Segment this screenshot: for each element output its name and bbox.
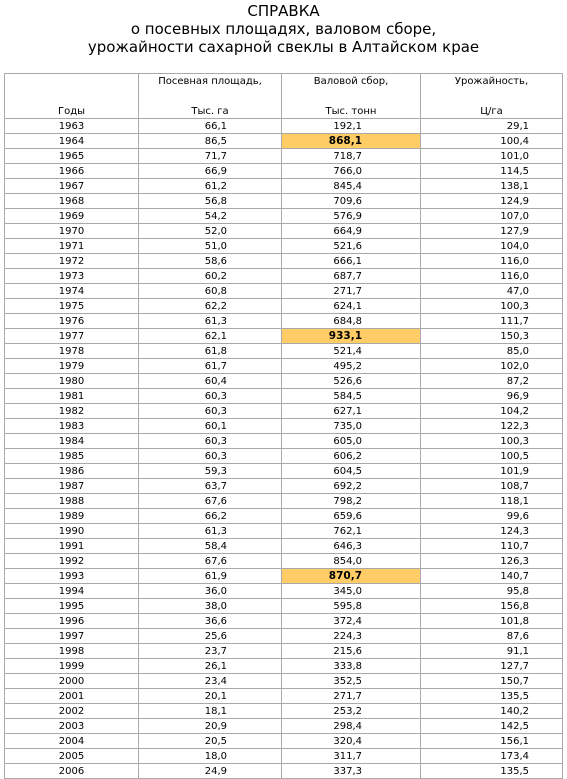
table-row — [5, 299, 563, 314]
cell-yield: 150,7 — [421, 674, 563, 689]
cell-area: 61,8 — [139, 344, 282, 359]
title-line-2: о посевных площадях, валовом сборе, — [130, 20, 437, 38]
table-row — [5, 284, 563, 299]
header-years — [5, 74, 139, 119]
table-row — [5, 719, 563, 734]
table-body — [5, 119, 563, 779]
cell-year: 1993 — [5, 569, 139, 584]
cell-year: 1992 — [5, 554, 139, 569]
cell-area: 60,3 — [139, 389, 282, 404]
cell-gross: 854,0 — [282, 554, 421, 569]
cell-yield: 116,0 — [421, 269, 563, 284]
header-yield — [421, 74, 563, 119]
cell-gross: 870,7 — [282, 569, 421, 584]
cell-year: 1998 — [5, 644, 139, 659]
cell-year: 1972 — [5, 254, 139, 269]
table-row — [5, 659, 563, 674]
cell-yield: 111,7 — [421, 314, 563, 329]
cell-area: 61,9 — [139, 569, 282, 584]
cell-gross: 659,6 — [282, 509, 421, 524]
cell-gross: 735,0 — [282, 419, 421, 434]
cell-area: 18,1 — [139, 704, 282, 719]
cell-yield: 100,3 — [421, 434, 563, 449]
header-yield-label: Урожайность, — [454, 76, 529, 87]
cell-gross: 845,4 — [282, 179, 421, 194]
cell-area: 60,3 — [139, 434, 282, 449]
cell-gross: 766,0 — [282, 164, 421, 179]
cell-year: 2001 — [5, 689, 139, 704]
cell-area: 20,5 — [139, 734, 282, 749]
cell-gross: 271,7 — [282, 284, 421, 299]
cell-yield: 138,1 — [421, 179, 563, 194]
cell-year: 1996 — [5, 614, 139, 629]
cell-yield: 116,0 — [421, 254, 563, 269]
cell-year: 1988 — [5, 494, 139, 509]
cell-yield: 124,9 — [421, 194, 563, 209]
cell-area: 18,0 — [139, 749, 282, 764]
cell-gross: 521,6 — [282, 239, 421, 254]
table-row — [5, 269, 563, 284]
cell-gross: 868,1 — [282, 134, 421, 149]
cell-gross: 718,7 — [282, 149, 421, 164]
title-line-1: СПРАВКА — [247, 2, 320, 20]
cell-area: 66,2 — [139, 509, 282, 524]
table-row — [5, 374, 563, 389]
cell-gross: 320,4 — [282, 734, 421, 749]
cell-yield: 127,9 — [421, 224, 563, 239]
cell-gross: 526,6 — [282, 374, 421, 389]
cell-year: 1971 — [5, 239, 139, 254]
cell-year: 1989 — [5, 509, 139, 524]
cell-yield: 87,2 — [421, 374, 563, 389]
cell-area: 56,8 — [139, 194, 282, 209]
cell-area: 62,2 — [139, 299, 282, 314]
document-title — [0, 0, 567, 70]
table-row — [5, 524, 563, 539]
cell-year: 1990 — [5, 524, 139, 539]
cell-yield: 99,6 — [421, 509, 563, 524]
cell-yield: 124,3 — [421, 524, 563, 539]
cell-area: 52,0 — [139, 224, 282, 239]
cell-yield: 156,8 — [421, 599, 563, 614]
cell-area: 36,0 — [139, 584, 282, 599]
cell-yield: 47,0 — [421, 284, 563, 299]
cell-yield: 104,0 — [421, 239, 563, 254]
cell-year: 1964 — [5, 134, 139, 149]
cell-area: 66,1 — [139, 119, 282, 134]
cell-year: 1968 — [5, 194, 139, 209]
cell-gross: 709,6 — [282, 194, 421, 209]
cell-year: 1986 — [5, 464, 139, 479]
cell-yield: 108,7 — [421, 479, 563, 494]
cell-yield: 150,3 — [421, 329, 563, 344]
cell-area: 20,1 — [139, 689, 282, 704]
cell-area: 60,3 — [139, 449, 282, 464]
cell-area: 61,7 — [139, 359, 282, 374]
cell-year: 1963 — [5, 119, 139, 134]
cell-year: 1976 — [5, 314, 139, 329]
header-gross-unit: Тыс. тонн — [325, 106, 377, 117]
header-years-label: Годы — [57, 106, 86, 117]
cell-year: 1974 — [5, 284, 139, 299]
cell-yield: 104,2 — [421, 404, 563, 419]
cell-gross: 798,2 — [282, 494, 421, 509]
cell-gross: 933,1 — [282, 329, 421, 344]
cell-yield: 100,5 — [421, 449, 563, 464]
cell-year: 2005 — [5, 749, 139, 764]
cell-area: 86,5 — [139, 134, 282, 149]
title-line-3: урожайности сахарной свеклы в Алтайском крае — [87, 38, 480, 56]
cell-year: 1999 — [5, 659, 139, 674]
cell-yield: 107,0 — [421, 209, 563, 224]
table-row — [5, 314, 563, 329]
cell-gross: 692,2 — [282, 479, 421, 494]
cell-year: 2003 — [5, 719, 139, 734]
cell-yield: 118,1 — [421, 494, 563, 509]
cell-year: 1970 — [5, 224, 139, 239]
cell-area: 38,0 — [139, 599, 282, 614]
cell-year: 1980 — [5, 374, 139, 389]
table-row — [5, 674, 563, 689]
table-row — [5, 179, 563, 194]
table-row — [5, 629, 563, 644]
cell-yield: 156,1 — [421, 734, 563, 749]
cell-area: 60,2 — [139, 269, 282, 284]
cell-year: 2002 — [5, 704, 139, 719]
table-row — [5, 164, 563, 179]
cell-area: 36,6 — [139, 614, 282, 629]
cell-year: 1987 — [5, 479, 139, 494]
cell-area: 54,2 — [139, 209, 282, 224]
table-row — [5, 539, 563, 554]
cell-area: 26,1 — [139, 659, 282, 674]
cell-gross: 333,8 — [282, 659, 421, 674]
header-gross — [282, 74, 421, 119]
table-row — [5, 734, 563, 749]
cell-area: 20,9 — [139, 719, 282, 734]
table-row — [5, 344, 563, 359]
cell-yield: 122,3 — [421, 419, 563, 434]
cell-gross: 627,1 — [282, 404, 421, 419]
cell-year: 1981 — [5, 389, 139, 404]
cell-year: 1984 — [5, 434, 139, 449]
header-area-unit: Тыс. га — [191, 106, 229, 117]
table-row — [5, 389, 563, 404]
cell-year: 1966 — [5, 164, 139, 179]
cell-year: 2004 — [5, 734, 139, 749]
cell-year: 1975 — [5, 299, 139, 314]
table-row — [5, 614, 563, 629]
cell-area: 25,6 — [139, 629, 282, 644]
cell-yield: 135,5 — [421, 689, 563, 704]
cell-area: 23,4 — [139, 674, 282, 689]
cell-gross: 606,2 — [282, 449, 421, 464]
cell-yield: 95,8 — [421, 584, 563, 599]
cell-year: 2000 — [5, 674, 139, 689]
sugar-beet-table — [4, 73, 563, 779]
cell-yield: 110,7 — [421, 539, 563, 554]
cell-gross: 311,7 — [282, 749, 421, 764]
table-row — [5, 254, 563, 269]
cell-yield: 100,4 — [421, 134, 563, 149]
cell-area: 51,0 — [139, 239, 282, 254]
table-header — [5, 74, 563, 119]
cell-year: 1969 — [5, 209, 139, 224]
cell-yield: 142,5 — [421, 719, 563, 734]
cell-gross: 372,4 — [282, 614, 421, 629]
cell-yield: 135,5 — [421, 764, 563, 779]
table-row — [5, 704, 563, 719]
cell-yield: 140,7 — [421, 569, 563, 584]
cell-area: 63,7 — [139, 479, 282, 494]
header-row — [5, 74, 563, 119]
cell-gross: 215,6 — [282, 644, 421, 659]
cell-area: 24,9 — [139, 764, 282, 779]
cell-area: 60,3 — [139, 404, 282, 419]
cell-year: 1967 — [5, 179, 139, 194]
cell-area: 58,4 — [139, 539, 282, 554]
cell-area: 71,7 — [139, 149, 282, 164]
cell-area: 60,4 — [139, 374, 282, 389]
table-row — [5, 584, 563, 599]
cell-area: 67,6 — [139, 554, 282, 569]
table-row — [5, 329, 563, 344]
table-row — [5, 569, 563, 584]
cell-year: 1977 — [5, 329, 139, 344]
cell-gross: 604,5 — [282, 464, 421, 479]
cell-yield: 101,8 — [421, 614, 563, 629]
cell-gross: 253,2 — [282, 704, 421, 719]
header-area-label: Посевная площадь, — [158, 76, 262, 87]
cell-gross: 352,5 — [282, 674, 421, 689]
cell-yield: 96,9 — [421, 389, 563, 404]
cell-gross: 224,3 — [282, 629, 421, 644]
cell-gross: 666,1 — [282, 254, 421, 269]
table-row — [5, 449, 563, 464]
cell-gross: 521,4 — [282, 344, 421, 359]
table-row — [5, 509, 563, 524]
table-row — [5, 494, 563, 509]
table-row — [5, 134, 563, 149]
cell-area: 60,8 — [139, 284, 282, 299]
table-row — [5, 209, 563, 224]
cell-gross: 298,4 — [282, 719, 421, 734]
table-row — [5, 644, 563, 659]
cell-year: 1978 — [5, 344, 139, 359]
cell-area: 61,3 — [139, 524, 282, 539]
cell-gross: 337,3 — [282, 764, 421, 779]
cell-year: 1965 — [5, 149, 139, 164]
cell-yield: 126,3 — [421, 554, 563, 569]
cell-yield: 91,1 — [421, 644, 563, 659]
cell-gross: 687,7 — [282, 269, 421, 284]
cell-area: 67,6 — [139, 494, 282, 509]
cell-area: 59,3 — [139, 464, 282, 479]
table-row — [5, 224, 563, 239]
table-row — [5, 419, 563, 434]
cell-area: 61,2 — [139, 179, 282, 194]
cell-yield: 101,9 — [421, 464, 563, 479]
cell-yield: 102,0 — [421, 359, 563, 374]
table-row — [5, 554, 563, 569]
table-row — [5, 689, 563, 704]
table-row — [5, 434, 563, 449]
cell-gross: 495,2 — [282, 359, 421, 374]
table-row — [5, 749, 563, 764]
cell-gross: 605,0 — [282, 434, 421, 449]
cell-gross: 192,1 — [282, 119, 421, 134]
cell-yield: 29,1 — [421, 119, 563, 134]
cell-gross: 576,9 — [282, 209, 421, 224]
cell-year: 1991 — [5, 539, 139, 554]
table-row — [5, 599, 563, 614]
cell-area: 66,9 — [139, 164, 282, 179]
cell-gross: 345,0 — [282, 584, 421, 599]
cell-gross: 762,1 — [282, 524, 421, 539]
table-row — [5, 149, 563, 164]
cell-gross: 664,9 — [282, 224, 421, 239]
table-row — [5, 359, 563, 374]
cell-year: 1983 — [5, 419, 139, 434]
table-row — [5, 404, 563, 419]
cell-yield: 173,4 — [421, 749, 563, 764]
cell-yield: 127,7 — [421, 659, 563, 674]
cell-yield: 140,2 — [421, 704, 563, 719]
cell-year: 1985 — [5, 449, 139, 464]
cell-gross: 624,1 — [282, 299, 421, 314]
header-gross-label: Валовой сбор, — [313, 76, 389, 87]
cell-gross: 595,8 — [282, 599, 421, 614]
table-row — [5, 464, 563, 479]
cell-yield: 114,5 — [421, 164, 563, 179]
cell-gross: 584,5 — [282, 389, 421, 404]
table-row — [5, 194, 563, 209]
cell-yield: 87,6 — [421, 629, 563, 644]
cell-yield: 101,0 — [421, 149, 563, 164]
cell-gross: 646,3 — [282, 539, 421, 554]
table-row — [5, 764, 563, 779]
cell-gross: 684,8 — [282, 314, 421, 329]
cell-area: 58,6 — [139, 254, 282, 269]
cell-year: 1997 — [5, 629, 139, 644]
cell-area: 62,1 — [139, 329, 282, 344]
table-row — [5, 119, 563, 134]
cell-year: 1994 — [5, 584, 139, 599]
cell-area: 23,7 — [139, 644, 282, 659]
cell-year: 1979 — [5, 359, 139, 374]
cell-year: 1982 — [5, 404, 139, 419]
table-row — [5, 479, 563, 494]
table-row — [5, 239, 563, 254]
cell-year: 1973 — [5, 269, 139, 284]
header-yield-unit: Ц/га — [480, 106, 503, 117]
cell-gross: 271,7 — [282, 689, 421, 704]
cell-year: 1995 — [5, 599, 139, 614]
cell-yield: 85,0 — [421, 344, 563, 359]
header-area — [139, 74, 282, 119]
cell-area: 60,1 — [139, 419, 282, 434]
cell-area: 61,3 — [139, 314, 282, 329]
cell-yield: 100,3 — [421, 299, 563, 314]
cell-year: 2006 — [5, 764, 139, 779]
